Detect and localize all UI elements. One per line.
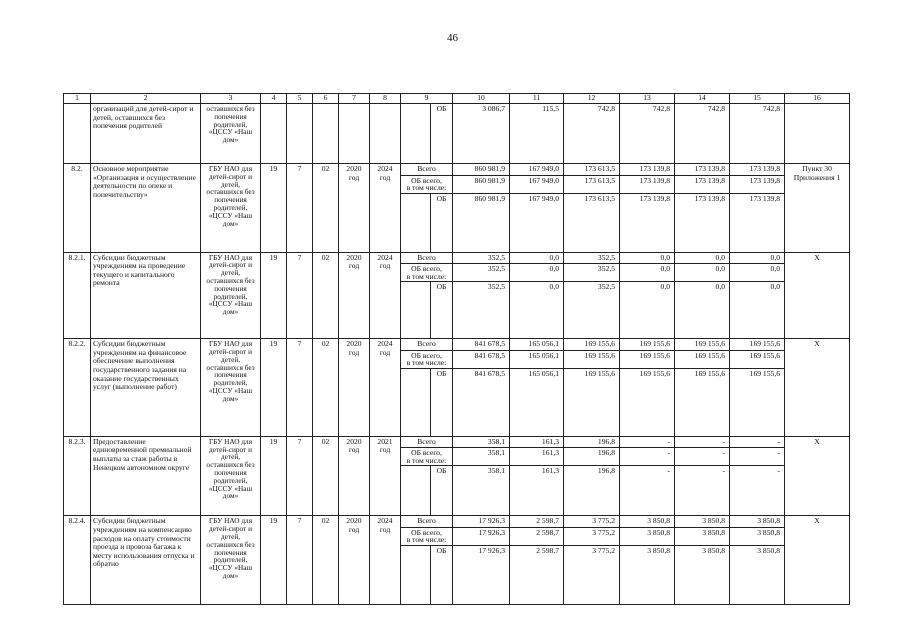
header-cell: 8 [370,94,401,104]
cell-blank [401,193,431,252]
cell-value-ob: 2 598,7 [510,545,564,604]
cell-value-vsego: 3 850,8 [620,516,675,528]
cell-value-vsego: - [730,436,785,448]
cell-value-vsego: 0,0 [675,252,730,264]
cell-value-ob: 352,5 [564,282,620,339]
cell-c4: 19 [261,164,287,253]
cell-blank [401,282,431,339]
cell-value-vsego: 0,0 [730,252,785,264]
cell-c5: 7 [287,252,313,339]
cell-value-ob_vsego: 3 850,8 [675,527,730,545]
header-cell: 2 [91,94,201,104]
cell-exec: ГБУ НАО для детей-сирот и детей, оставшихся без попечения родителей, «ЦССУ «Наш дом» [201,436,261,516]
cell-value-ob_vsego: 173 139,8 [730,175,785,193]
cell-name: Основное мероприятие «Организация и осуществление деятельности по опеке и попечительству» [91,164,201,253]
cell-c16: Х [785,436,850,516]
header-cell: 11 [510,94,564,104]
cell-value: 3 086,7 [453,104,510,164]
cell-vsego-label: Всего [401,436,453,448]
cell-value-ob_vsego: 3 850,8 [620,527,675,545]
v-tom-chisle-text: в том числе: [406,271,447,281]
cell-value-vsego: 0,0 [620,252,675,264]
cell-exec: оставшихся без попечения родителей, «ЦССУ «Наш дом» [201,104,261,164]
cell-c16: Х [785,339,850,437]
cell-value-vsego: 3 850,8 [675,516,730,528]
cell-start: 2020 год [339,252,370,339]
cell-c6: 02 [313,436,339,516]
cell-value-ob: 3 850,8 [675,545,730,604]
cell-c16: Х [785,252,850,339]
cell-value-ob: 860 981,9 [453,193,510,252]
cell-c5: 7 [287,339,313,437]
header-cell: 13 [620,94,675,104]
cell-value-vsego: 169 155,6 [675,339,730,351]
cell-value-ob_vsego: 0,0 [620,264,675,282]
cell-value-ob_vsego: 165 056,1 [510,350,564,368]
cell-exec: ГБУ НАО для детей-сирот и детей, оставшихся без попечения родителей, «ЦССУ «Наш дом» [201,164,261,253]
cell-value-ob: 165 056,1 [510,368,564,436]
cell-value-ob: 0,0 [675,282,730,339]
cell-value-vsego: 3 850,8 [730,516,785,528]
cell-value-ob_vsego: - [675,448,730,466]
cell-name: организаций для детей-сирот и детей, оставшихся без попечения родителей [91,104,201,164]
cell-value-ob: 841 678,5 [453,368,510,436]
cell-value-vsego: 0,0 [510,252,564,264]
cell-value-ob: 17 926,3 [453,545,510,604]
table-row [64,252,850,264]
cell-value-ob: - [675,466,730,516]
cell-vsego-label: Всего [401,164,453,176]
cell-value: 742,8 [675,104,730,164]
page-number: 46 [447,32,458,44]
header-cell: 4 [261,94,287,104]
cell-value-ob_vsego: 161,3 [510,448,564,466]
header-cell: 9 [401,94,453,104]
cell-value-ob: 196,8 [564,466,620,516]
cell-value-vsego: 161,3 [510,436,564,448]
cell-ob-label: ОБ [431,104,453,164]
table-row [64,339,850,351]
cell-value-vsego: 169 155,6 [564,339,620,351]
cell-c16: Пункт 30 Приложения 1 [785,164,850,253]
cell-num: 8.2. [64,164,91,253]
cell-value: 115,5 [510,104,564,164]
cell-value-ob: 0,0 [510,282,564,339]
cell-ob-label: ОБ [431,545,453,604]
ob-vsego-text: ОБ всего, [411,175,442,185]
header-cell: 3 [201,94,261,104]
cell-num: 8.2.1. [64,252,91,339]
cell-c4 [261,104,287,164]
cell-value-ob_vsego: 169 155,6 [564,350,620,368]
cell-name: Субсидии бюджетным учреждениям на проведение текущего и капитального ремонта [91,252,201,339]
cell-value-ob: 169 155,6 [620,368,675,436]
cell-value-ob_vsego: 17 926,3 [453,527,510,545]
ob-vsego-text: ОБ всего, [411,448,442,458]
cell-ob-label: ОБ [431,466,453,516]
cell-exec: ГБУ НАО для детей-сирот и детей, оставшихся без попечения родителей, «ЦССУ «Наш дом» [201,516,261,605]
budget-table [63,93,850,605]
cell-value-ob_vsego: 3 775,2 [564,527,620,545]
cell-ob-vsego-label [401,527,453,545]
cell-value: 742,8 [730,104,785,164]
cell-value-vsego: 358,1 [453,436,510,448]
ob-vsego-text: ОБ всего, [411,527,442,537]
table-row [64,436,850,448]
cell-end: 2024 год [370,252,401,339]
cell-ob-vsego-label [401,350,453,368]
cell-c6 [313,104,339,164]
cell-value-vsego: 173 139,8 [730,164,785,176]
cell-value-vsego: 196,8 [564,436,620,448]
cell-blank [401,368,431,436]
continued-row [64,104,850,164]
cell-c6: 02 [313,339,339,437]
cell-value-ob: 169 155,6 [564,368,620,436]
v-tom-chisle-text: в том числе: [406,358,447,368]
cell-value-ob_vsego: - [730,448,785,466]
header-cell: 14 [675,94,730,104]
header-cell: 7 [339,94,370,104]
cell-value-ob: 173 613,5 [564,193,620,252]
cell-value-ob: 358,1 [453,466,510,516]
ob-vsego-text: ОБ всего, [411,350,442,360]
cell-end: 2024 год [370,516,401,605]
cell-start: 2020 год [339,339,370,437]
cell-value-vsego: 352,5 [453,252,510,264]
cell-c4: 19 [261,339,287,437]
cell-ob-label: ОБ [431,368,453,436]
cell-end [370,104,401,164]
cell-num [64,104,91,164]
cell-value-ob: - [620,466,675,516]
cell-value-vsego: - [620,436,675,448]
cell-num: 8.2.3. [64,436,91,516]
cell-value-vsego: 2 598,7 [510,516,564,528]
v-tom-chisle-text: в том числе: [406,183,447,193]
header-row [64,94,850,104]
cell-value-ob: 3 850,8 [730,545,785,604]
header-cell: 12 [564,94,620,104]
cell-c6: 02 [313,252,339,339]
cell-value-ob: 169 155,6 [675,368,730,436]
cell-value-vsego: 173 139,8 [675,164,730,176]
cell-value-ob: 0,0 [730,282,785,339]
table-row [64,516,850,528]
cell-value-ob: - [730,466,785,516]
cell-value-vsego: 165 056,1 [510,339,564,351]
cell-value: 742,8 [564,104,620,164]
cell-value-ob_vsego: - [620,448,675,466]
cell-name: Предоставление единовременной премиальной выплаты за стаж работы в Ненецком автономном округе [91,436,201,516]
cell-value-ob_vsego: 841 678,5 [453,350,510,368]
cell-start [339,104,370,164]
cell-c6: 02 [313,516,339,605]
header-cell: 5 [287,94,313,104]
cell-value-ob_vsego: 196,8 [564,448,620,466]
cell-value-vsego: 17 926,3 [453,516,510,528]
cell-start: 2020 год [339,436,370,516]
cell-value-ob_vsego: 173 139,8 [620,175,675,193]
cell-value-ob_vsego: 169 155,6 [675,350,730,368]
cell-exec: ГБУ НАО для детей-сирот и детей, оставшихся без попечения родителей, «ЦССУ «Наш дом» [201,252,261,339]
cell-value-ob_vsego: 173 139,8 [675,175,730,193]
cell-value-ob: 161,3 [510,466,564,516]
cell-c5: 7 [287,516,313,605]
cell-value-ob: 169 155,6 [730,368,785,436]
cell-c4: 19 [261,252,287,339]
cell-blank [401,104,431,164]
cell-value-ob_vsego: 352,5 [564,264,620,282]
cell-value-vsego: 3 775,2 [564,516,620,528]
cell-value-ob_vsego: 352,5 [453,264,510,282]
cell-value-ob_vsego: 0,0 [730,264,785,282]
cell-value-ob: 3 850,8 [620,545,675,604]
cell-value-vsego: 167 949,0 [510,164,564,176]
cell-value-vsego: - [675,436,730,448]
cell-exec: ГБУ НАО для детей-сирот и детей, оставшихся без попечения родителей, «ЦССУ «Наш дом» [201,339,261,437]
header-cell: 1 [64,94,91,104]
cell-name: Субсидии бюджетным учреждениям на финансовое обеспечение выполнения государственного задания на оказание государственных услуг (выполнение работ) [91,339,201,437]
cell-ob-vsego-label [401,448,453,466]
cell-vsego-label: Всего [401,516,453,528]
cell-vsego-label: Всего [401,252,453,264]
cell-blank [401,545,431,604]
cell-blank [401,466,431,516]
cell-value-ob: 3 775,2 [564,545,620,604]
cell-value-vsego: 173 613,5 [564,164,620,176]
cell-ob-label: ОБ [431,282,453,339]
cell-value-ob_vsego: 0,0 [510,264,564,282]
header-cell: 15 [730,94,785,104]
cell-value-ob: 173 139,8 [730,193,785,252]
header-cell: 16 [785,94,850,104]
cell-value: 742,8 [620,104,675,164]
cell-value-ob: 173 139,8 [675,193,730,252]
cell-value-vsego: 841 678,5 [453,339,510,351]
cell-name: Субсидии бюджетным учреждениям на компенсацию расходов на оплату стоимости проезда и провоза багажа к месту использования отпуска и обратно [91,516,201,605]
cell-c4: 19 [261,436,287,516]
cell-start: 2020 год [339,516,370,605]
cell-value-vsego: 173 139,8 [620,164,675,176]
cell-end: 2024 год [370,164,401,253]
cell-c5 [287,104,313,164]
cell-value-ob: 352,5 [453,282,510,339]
cell-value-ob: 173 139,8 [620,193,675,252]
cell-end: 2024 год [370,339,401,437]
cell-value-ob: 167 949,0 [510,193,564,252]
cell-value-vsego: 169 155,6 [620,339,675,351]
cell-num: 8.2.2. [64,339,91,437]
cell-value-ob_vsego: 860 981,9 [453,175,510,193]
cell-vsego-label: Всего [401,339,453,351]
cell-ob-vsego-label [401,264,453,282]
cell-ob-label: ОБ [431,193,453,252]
cell-end: 2021 год [370,436,401,516]
v-tom-chisle-text: в том числе: [406,535,447,545]
header-cell: 10 [453,94,510,104]
cell-value-ob_vsego: 169 155,6 [620,350,675,368]
cell-value-vsego: 169 155,6 [730,339,785,351]
cell-c5: 7 [287,436,313,516]
cell-ob-vsego-label [401,175,453,193]
cell-value-vsego: 352,5 [564,252,620,264]
cell-c6: 02 [313,164,339,253]
cell-value-ob_vsego: 173 613,5 [564,175,620,193]
cell-value-ob_vsego: 169 155,6 [730,350,785,368]
cell-value-ob_vsego: 2 598,7 [510,527,564,545]
cell-c16 [785,104,850,164]
cell-value-ob_vsego: 358,1 [453,448,510,466]
cell-value-ob_vsego: 0,0 [675,264,730,282]
cell-value-ob_vsego: 167 949,0 [510,175,564,193]
header-cell: 6 [313,94,339,104]
table-row [64,164,850,176]
cell-c4: 19 [261,516,287,605]
cell-num: 8.2.4. [64,516,91,605]
cell-start: 2020 год [339,164,370,253]
cell-value-vsego: 860 981,9 [453,164,510,176]
cell-value-ob: 0,0 [620,282,675,339]
ob-vsego-text: ОБ всего, [411,264,442,274]
cell-value-ob_vsego: 3 850,8 [730,527,785,545]
v-tom-chisle-text: в том числе: [406,455,447,465]
cell-c16: Х [785,516,850,605]
cell-c5: 7 [287,164,313,253]
